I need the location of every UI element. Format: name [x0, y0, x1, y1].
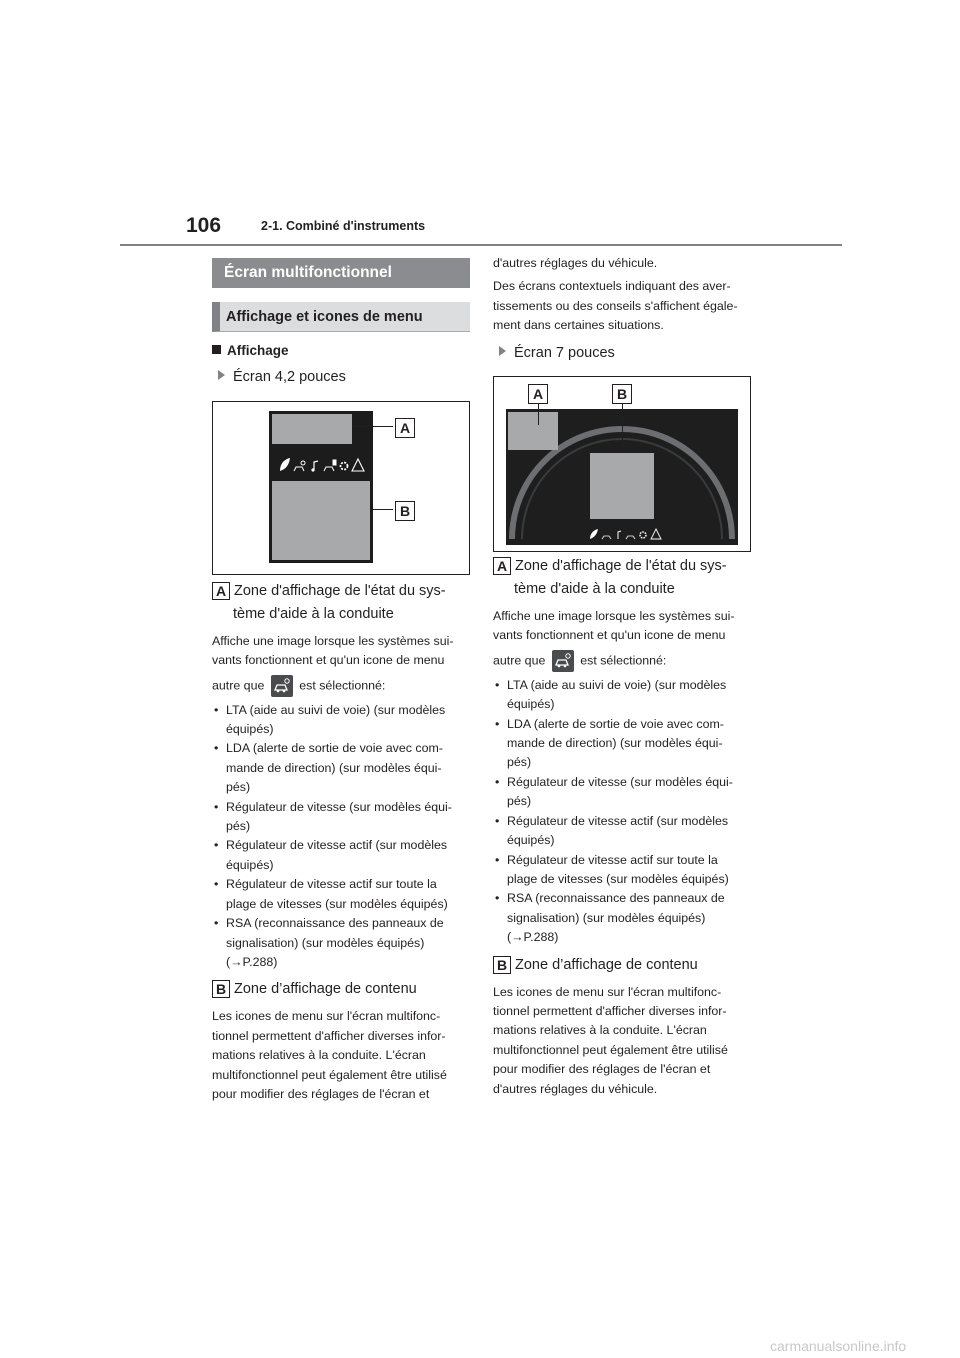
leader-line-b [622, 403, 623, 453]
text-line: Des écrans contextuels indiquant des aver- [493, 279, 731, 294]
text-line: mations relatives à la conduite. L'écran [212, 1048, 426, 1063]
label-b-badge: B [493, 956, 511, 974]
list-item: • Régulateur de vitesse actif sur toute la plage de vitesses (sur modèles équipés) [493, 851, 751, 890]
screen-heading-7: Écran 7 pouces [493, 344, 751, 363]
leaf-icon [590, 529, 598, 539]
text-line: d'autres réglages du véhicule. [493, 1081, 658, 1096]
header-rule [120, 244, 842, 246]
car-assist-icon [294, 461, 305, 471]
leaf-icon [280, 458, 290, 471]
continued-text [493, 254, 751, 336]
left-column [212, 258, 470, 1104]
car-assist-icon [552, 650, 574, 672]
right-bullet-list [493, 676, 751, 948]
text-line: tionnel permettent d'afficher diverses infor- [493, 1003, 727, 1018]
gear-icon [640, 532, 646, 538]
text-line: Les icones de menu sur l'écran multifonc- [212, 1009, 441, 1024]
text-line: Les icones de menu sur l'écran multifonc- [493, 984, 722, 999]
text-line: mations relatives à la conduite. L'écran [493, 1023, 707, 1038]
text-line: ment dans certaines situations. [493, 318, 664, 333]
list-item: • Régulateur de vitesse (sur modèles équi- pés) [493, 773, 751, 812]
leader-line-a [538, 403, 539, 425]
zone-a-text-right: Affiche une image lorsque les systèmes sui- vants fonctionnent et qu'un icone de menu autre que est sélectionné: [493, 607, 751, 672]
list-item: • RSA (reconnaissance des panneaux de signalisation) (sur modèles équipés) (→P.288) [212, 914, 470, 972]
list-item: • Régulateur de vitesse (sur modèles équi- pés) [212, 798, 470, 837]
zone-a-area [508, 412, 558, 450]
figure-42-screen [212, 401, 470, 575]
leader-line-b [373, 509, 393, 510]
triangle-arrow-icon [218, 370, 225, 380]
phone-car-icon [324, 460, 336, 471]
list-item: • LTA (aide au suivi de voie) (sur modèles équipés) [212, 701, 470, 740]
label-b-badge: B [212, 980, 230, 998]
subsection-title: Affichage et icones de menu [212, 302, 470, 332]
text-line: pour modifier des réglages de l'écran et [493, 1062, 711, 1077]
zone-b-area [590, 453, 654, 519]
callout-a: A [395, 418, 415, 438]
warning-icon [651, 529, 661, 539]
text-line: tissements ou des conseils s'affichent égale- [493, 298, 738, 313]
zone-a-title-right: A Zone d'affichage de l'état du sys- tème d'aide à la conduite [493, 555, 751, 601]
list-item: • Régulateur de vitesse actif (sur modèles équipés) [493, 812, 751, 851]
screen-frame [269, 411, 373, 563]
car-assist-icon [271, 675, 293, 697]
label-a-badge: A [212, 582, 230, 600]
gear-icon [341, 463, 348, 470]
warning-icon [352, 459, 364, 471]
list-item: • LDA (alerte de sortie de voie avec com- mande de direction) (sur modèles équi- pés) [493, 715, 751, 773]
screen-heading-42: Écran 4,2 pouces [212, 368, 470, 387]
square-bullet-icon [212, 345, 221, 354]
zone-b-title-right: B Zone d’affichage de contenu [493, 954, 751, 977]
section-title: Écran multifonctionnel [212, 258, 470, 288]
list-item: • LTA (aide au suivi de voie) (sur modèles équipés) [493, 676, 751, 715]
zone-b-text [212, 1007, 470, 1104]
figure-7-screen [493, 376, 751, 552]
list-item: • LDA (alerte de sortie de voie avec com- mande de direction) (sur modèles équi- pés) [212, 739, 470, 797]
text-line: pour modifier des réglages de l'écran et [212, 1086, 430, 1101]
phone-car-icon [626, 536, 635, 539]
text-line: d'autres réglages du véhicule. [493, 256, 658, 270]
car-assist-icon [602, 536, 611, 539]
zone-a-text: Affiche une image lorsque les systèmes sui- vants fonctionnent et qu'un icone de menu autre que est sélectionné: [212, 632, 470, 697]
music-note-icon [618, 531, 621, 539]
zone-b-title: B Zone d’affichage de contenu [212, 978, 470, 1001]
chapter-title: 2-1. Combiné d'instruments [261, 219, 426, 233]
zone-a-title: A Zone d'affichage de l'état du sys- tème d'aide à la conduite [212, 580, 470, 626]
callout-a: A [528, 384, 548, 404]
left-bullet-list [212, 701, 470, 973]
music-note-icon [314, 461, 318, 470]
leader-line-a [353, 426, 393, 427]
triangle-arrow-icon [499, 346, 506, 356]
heading-affichage: Affichage [212, 341, 470, 360]
zone-a-area [272, 414, 352, 444]
page-number: 106 [186, 214, 222, 237]
label-a-badge: A [493, 557, 511, 575]
list-item: • Régulateur de vitesse actif (sur modèles équipés) [212, 836, 470, 875]
text-line: multifonctionnel peut également être utilisé [212, 1067, 447, 1082]
text-line: multifonctionnel peut également être utilisé [493, 1042, 728, 1057]
watermark: carmanualsonline.info [770, 1338, 907, 1354]
text-line: tionnel permettent d'afficher diverses infor- [212, 1028, 446, 1043]
zone-b-area [272, 481, 370, 560]
menu-icon-row [272, 453, 370, 477]
list-item: • Régulateur de vitesse actif sur toute la plage de vitesses (sur modèles équipés) [212, 875, 470, 914]
menu-icon-row [590, 529, 661, 539]
callout-b: B [612, 384, 632, 404]
zone-b-text-right [493, 983, 751, 1099]
callout-b: B [395, 501, 415, 521]
list-item: • RSA (reconnaissance des panneaux de signalisation) (sur modèles équipés) (→P.288) [493, 889, 751, 947]
